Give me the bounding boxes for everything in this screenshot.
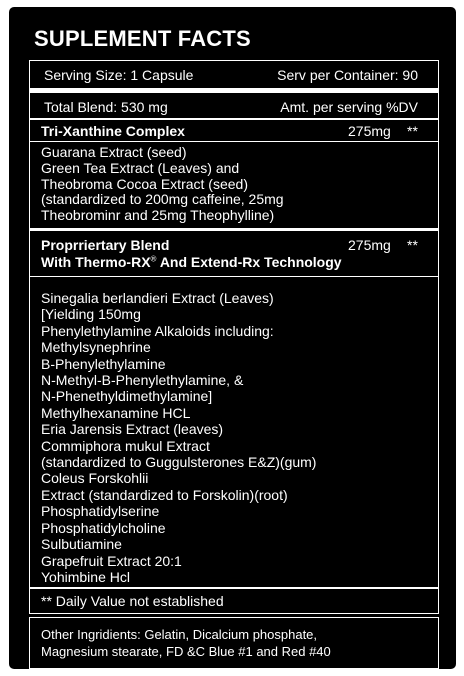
ingredient-item: Grapefruit Extract 20:1 bbox=[41, 552, 182, 569]
thin-divider bbox=[30, 276, 438, 277]
ingredient-item: Sinegalia berlandieri Extract (Leaves) bbox=[41, 290, 274, 306]
thin-divider bbox=[30, 141, 438, 142]
ingredient-item: Green Tea Extract (Leaves) and bbox=[41, 159, 240, 176]
ingredient-item: Phenylethylamine Alkaloids including: bbox=[41, 322, 274, 339]
other-ingredients-line-2: Magnesium stearate, FD &C Blue #1 and Red #40 bbox=[41, 644, 331, 659]
ingredient-list-proprietary-blend bbox=[41, 290, 316, 585]
ingredient-item: N-Phenethyldimethylamine] bbox=[41, 388, 213, 405]
serving-size: Serving Size: 1 Capsule bbox=[44, 67, 194, 83]
ingredient-item: (standardized to Guggulsterones E&Z)(gum) bbox=[41, 454, 317, 471]
ingredient-item: Theobroma Cocoa Extract (seed) bbox=[41, 175, 248, 192]
ingredient-item: Commiphora mukul Extract bbox=[41, 437, 210, 454]
facts-table bbox=[29, 60, 439, 614]
section-name-tri-xanthine: Tri-Xanthine Complex bbox=[41, 123, 185, 139]
section-amount-tri-xanthine: 275mg bbox=[348, 123, 391, 139]
ingredient-item: Phosphatidylcholine bbox=[41, 519, 166, 536]
registered-mark: ® bbox=[150, 254, 157, 264]
ingredient-item: Methylhexanamine HCL bbox=[41, 404, 191, 421]
amount-per-serving-header: Amt. per serving %DV bbox=[280, 99, 418, 115]
subtitle-prefix: With Thermo-RX bbox=[41, 254, 151, 270]
ingredient-item: N-Methyl-B-Phenylethylamine, & bbox=[41, 372, 244, 389]
ingredient-item: Methylsynephrine bbox=[41, 339, 151, 356]
divider bbox=[30, 587, 438, 589]
section-subtitle-proprietary-blend bbox=[41, 254, 342, 270]
supplement-facts-panel bbox=[9, 7, 456, 669]
ingredient-item: Sulbutiamine bbox=[41, 536, 122, 553]
ingredient-item: Guarana Extract (seed) bbox=[41, 144, 187, 160]
section-dv-proprietary-blend: ** bbox=[407, 237, 418, 253]
thick-divider bbox=[30, 88, 438, 93]
total-blend: Total Blend: 530 mg bbox=[44, 99, 168, 115]
ingredient-item: Eria Jarensis Extract (leaves) bbox=[41, 421, 224, 438]
ingredient-item: Extract (standardized to Forskolin)(root) bbox=[41, 486, 288, 503]
divider bbox=[30, 118, 438, 120]
ingredient-item: B-Phenylethylamine bbox=[41, 355, 166, 372]
subtitle-suffix: And Extend-Rx Technology bbox=[156, 254, 342, 270]
other-ingredients-line-1: Other Ingridients: Gelatin, Dicalcium phosphate, bbox=[41, 627, 318, 642]
divider bbox=[30, 228, 438, 231]
ingredient-item: (standardized to 200mg caffeine, 25mg bbox=[41, 191, 284, 208]
ingredient-item: Yohimbine Hcl bbox=[41, 568, 130, 585]
section-amount-proprietary-blend: 275mg bbox=[348, 237, 391, 253]
ingredient-item: Phosphatidylserine bbox=[41, 503, 160, 520]
label-title: SUPLEMENT FACTS bbox=[34, 26, 251, 51]
daily-value-footnote: ** Daily Value not established bbox=[41, 593, 224, 609]
servings-per-container: Serv per Container: 90 bbox=[277, 67, 418, 83]
other-ingredients-box bbox=[29, 617, 439, 669]
ingredient-item: Coleus Forskohlii bbox=[41, 470, 149, 487]
section-dv-tri-xanthine: ** bbox=[407, 123, 418, 139]
ingredient-item: [Yielding 150mg bbox=[41, 306, 141, 323]
section-name-proprietary-blend: Proprriertary Blend bbox=[41, 237, 170, 253]
ingredient-list-tri-xanthine bbox=[41, 145, 284, 224]
ingredient-item: Theobrominr and 25mg Theophylline) bbox=[41, 207, 275, 224]
